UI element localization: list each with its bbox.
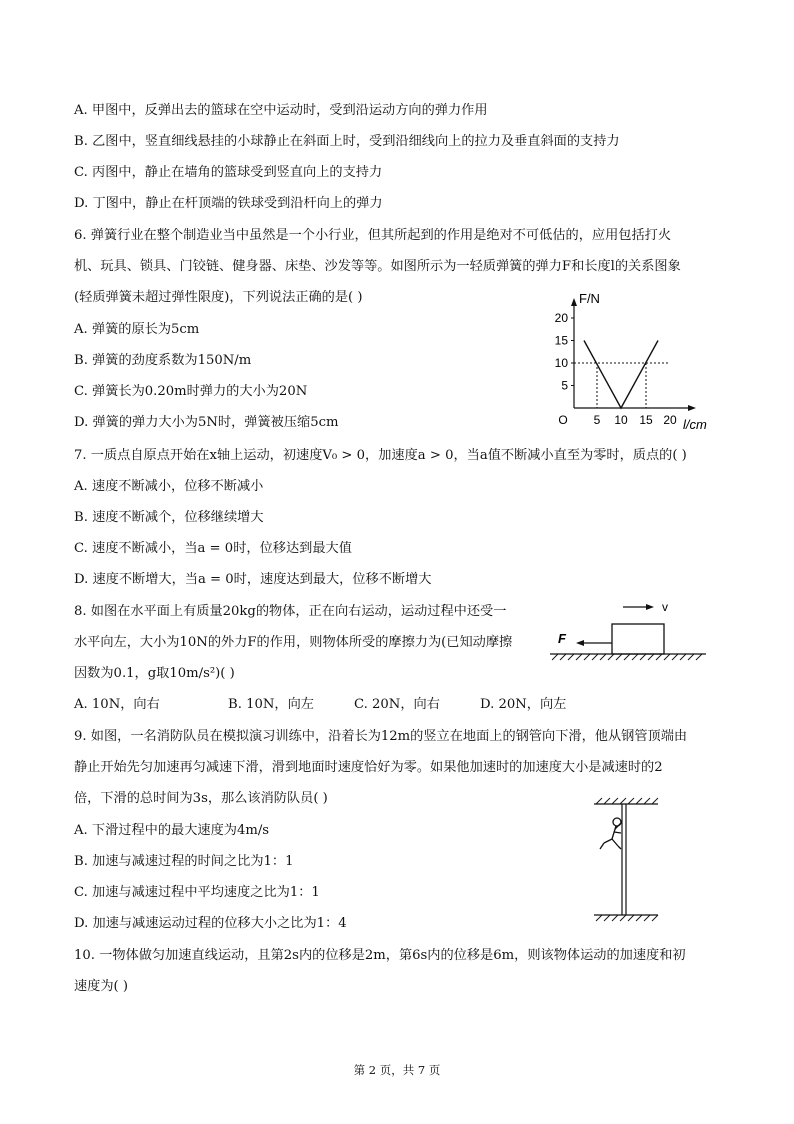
y-axis-label: F/N (579, 291, 600, 306)
velocity-arrowhead (646, 604, 654, 610)
q9-option-b: B. 加速与减速过程的时间之比为1：1 (74, 854, 294, 869)
q7-option-a: A. 速度不断减小，位移不断减小 (74, 479, 264, 494)
firefighter-figure (600, 818, 621, 849)
q7-stem: 7. 一质点自原点开始在x轴上运动，初速度V₀ > 0，加速度a > 0，当a值不断减小直至为零时，质点的( ) (74, 448, 687, 463)
x-tick-label: 5 (593, 413, 601, 427)
q10-stem-line2: 速度为( ) (74, 979, 129, 994)
origin-label: O (558, 413, 568, 427)
q8-stem-line2: 水平向左，大小为10N的外力F的作用，则物体所受的摩擦力为(已知动摩擦 (74, 635, 513, 650)
q6-option-c: C. 弹簧长为0.20m时弹力的大小为20N (74, 384, 308, 399)
q9-option-c: C. 加速与减速过程中平均速度之比为1：1 (74, 885, 320, 900)
page-footer: 第 2 页，共 7 页 (353, 1063, 441, 1077)
q6-option-b: B. 弹簧的劲度系数为150N/m (74, 353, 252, 368)
x-axis-label: l/cm (683, 417, 707, 432)
firefighter-pole-figure (590, 792, 670, 927)
q6-stem-line3: (轻质弹簧未超过弹性限度)，下列说法正确的是( ) (74, 290, 363, 305)
y-tick-label: 20 (554, 311, 568, 325)
q6-option-a: A. 弹簧的原长为5cm (74, 322, 200, 337)
q8-option-c: C. 20N，向右 (354, 697, 440, 712)
q7-option-c: C. 速度不断减小，当a = 0时，位移达到最大值 (74, 541, 352, 556)
y-axis-arrow (571, 298, 577, 306)
q6-option-d: D. 弹簧的弹力大小为5N时，弹簧被压缩5cm (74, 415, 339, 430)
velocity-label: v (662, 600, 668, 614)
force-length-line (584, 341, 658, 409)
q9-stem-line1: 9. 如图，一名消防队员在模拟演习训练中，沿着长为12m的竖立在地面上的钢管向下滑，他从钢管顶端由 (74, 729, 688, 744)
ground-hatching (596, 915, 658, 921)
q5-option-b: B. 乙图中，竖直细线悬挂的小球静止在斜面上时，受到沿细线向上的拉力及垂直斜面的支持力 (74, 134, 620, 149)
block (612, 624, 664, 654)
q8-stem-line1: 8. 如图在水平面上有质量20kg的物体，正在向右运动，运动过程中还受一 (74, 604, 507, 619)
force-arrowhead (576, 640, 584, 646)
spring-force-graph (548, 286, 708, 436)
q9-option-d: D. 加速与减速运动过程的位移大小之比为1：4 (74, 916, 347, 931)
q9-option-a: A. 下滑过程中的最大速度为4m/s (74, 823, 270, 838)
x-axis-arrow (688, 405, 696, 411)
q5-option-d: D. 丁图中，静止在杆顶端的铁球受到沿杆向上的弹力 (74, 196, 383, 211)
q9-stem-line2: 静止开始先匀加速再匀减速下滑，滑到地面时速度恰好为零。如果他加速时的加速度大小是减速时的2 (74, 760, 663, 775)
q7-option-d: D. 速度不断增大，当a = 0时，速度达到最大，位移不断增大 (74, 572, 432, 587)
q10-stem-line1: 10. 一物体做匀加速直线运动，且第2s内的位移是2m，第6s内的位移是6m，则该物体运动的加速度和初 (74, 948, 686, 963)
x-tick-label: 15 (639, 413, 653, 427)
q5-option-c: C. 丙图中，静止在墙角的篮球受到竖直向上的支持力 (74, 165, 383, 180)
block-force-figure (548, 596, 708, 666)
x-tick-label: 10 (614, 413, 628, 427)
q9-stem-line3: 倍，下滑的总时间为3s，那么该消防队员( ) (74, 791, 328, 806)
x-tick-label: 20 (663, 413, 677, 427)
q5-option-a: A. 甲图中，反弹出去的篮球在空中运动时，受到沿运动方向的弹力作用 (74, 103, 488, 118)
ceiling-hatching (596, 798, 658, 804)
q7-option-b: B. 速度不断减个，位移继续增大 (74, 510, 264, 525)
q8-option-a: A. 10N，向右 (74, 697, 160, 712)
q6-stem-line1: 6. 弹簧行业在整个制造业当中虽然是一个小行业，但其所起到的作用是绝对不可低估的，应用包括打火 (74, 228, 672, 243)
y-tick-label: 10 (554, 356, 568, 370)
q6-stem-line2: 机、玩具、锁具、门铰链、健身器、床垫、沙发等等。如图所示为一轻质弹簧的弹力F和长度l的关系图象 (74, 259, 681, 274)
q8-stem-line3: 因数为0.1，g取10m/s²)( ) (74, 666, 235, 681)
q8-option-b: B. 10N，向左 (228, 697, 314, 712)
q8-option-d: D. 20N，向左 (480, 697, 567, 712)
y-tick-label: 15 (554, 333, 568, 348)
y-tick-label: 5 (561, 378, 568, 393)
force-label: F (558, 631, 566, 646)
ground-hatching (552, 654, 702, 660)
